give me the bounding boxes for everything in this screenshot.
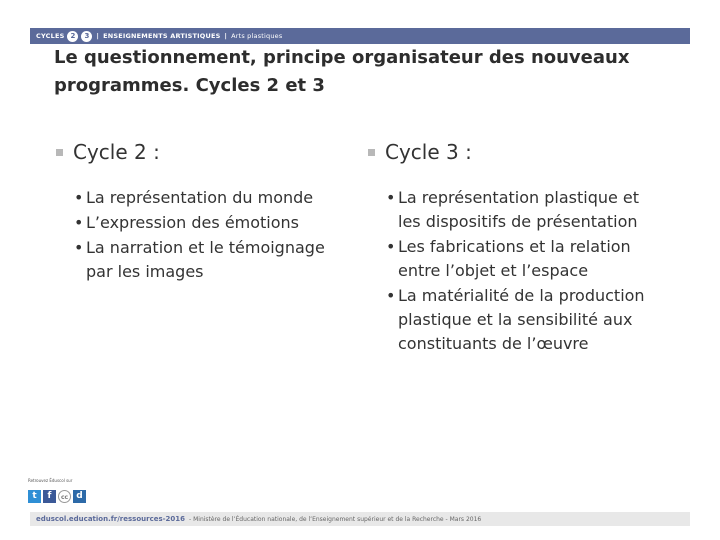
- square-bullet-icon: [368, 149, 375, 156]
- header-bar: [30, 28, 690, 44]
- site-link[interactable]: eduscol.education.fr/ressources-2016: [36, 515, 186, 523]
- cycle-2-badge: 2: [67, 31, 78, 42]
- facebook-icon[interactable]: f: [43, 490, 56, 503]
- list-item: • Les fabrications et la relation entre l’objet et l’espace: [386, 235, 666, 283]
- subsection-label: Arts plastiques: [231, 32, 283, 40]
- list-item: • La représentation du monde: [74, 186, 344, 210]
- cycle-2-heading: [54, 140, 344, 164]
- list-item: • La matérialité de la production plastique et la sensibilité aux constituants de l’œuvre: [386, 284, 666, 356]
- list-item: • La narration et le témoignage par les images: [74, 236, 344, 284]
- slide-title: Le questionnement, principe organisateur des nouveaux programmes. Cycles 2 et 3: [54, 47, 630, 96]
- creative-commons-icon[interactable]: cc: [58, 490, 71, 503]
- twitter-icon[interactable]: t: [28, 490, 41, 503]
- separator: |: [224, 32, 228, 40]
- social-links: [28, 490, 86, 503]
- list-item: • La représentation plastique et les dispositifs de présentation: [386, 186, 666, 234]
- social-label: Retrouvez Éduscol sur: [28, 478, 73, 483]
- cycle-3-list: [366, 186, 666, 356]
- footer-bar: [30, 512, 690, 526]
- list-item: • L’expression des émotions: [74, 211, 344, 235]
- cycle-3-badge: 3: [81, 31, 92, 42]
- cycle-3-heading-text: Cycle 3 :: [385, 140, 472, 164]
- cycle-2-heading-text: Cycle 2 :: [73, 140, 160, 164]
- cycle-2-column: [54, 140, 344, 285]
- square-bullet-icon: [56, 149, 63, 156]
- cycle-3-column: [366, 140, 666, 357]
- footer-credit: - Ministère de l’Éducation nationale, de l’Enseignement supérieur et de la Recherche - Mars 2016: [189, 515, 482, 523]
- section-label: ENSEIGNEMENTS ARTISTIQUES: [103, 32, 221, 40]
- cycles-label: CYCLES: [36, 32, 65, 40]
- cycle-2-list: [54, 186, 344, 284]
- dailymotion-icon[interactable]: d: [73, 490, 86, 503]
- separator: |: [96, 32, 100, 40]
- cycle-3-heading: [366, 140, 666, 164]
